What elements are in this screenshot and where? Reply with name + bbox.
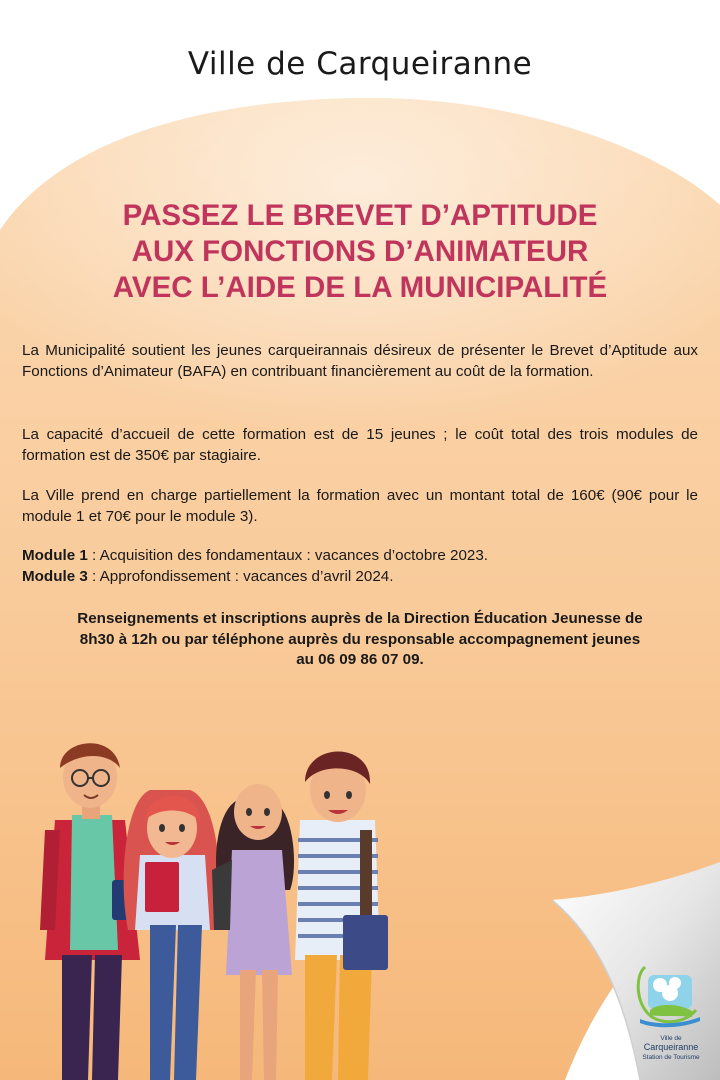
logo-text-2: Carqueiranne xyxy=(643,1042,699,1052)
headline-line-1: PASSEZ LE BREVET D’APTITUDE xyxy=(122,199,598,232)
paragraph-support: La Municipalité soutient les jeunes carqueirannais désireux de présenter le Brevet d’Aptitude aux Fonctions d’Animateur (BAFA) en contribuant financièrement au coût de la formation. xyxy=(22,342,698,380)
headline-line-2: AUX FONCTIONS D’ANIMATEUR xyxy=(131,235,589,268)
module-1: Module 1 : Acquisition des fondamentaux : vacances d’octobre 2023. xyxy=(22,547,489,564)
contact-info: Renseignements et inscriptions auprès de la Direction Éducation Jeunesse de 8h30 à 12h ou par téléphone auprès du responsable accompagnement jeunes au 06 09 86 07 09. xyxy=(77,610,643,668)
student-girl-red-hair xyxy=(124,790,220,1080)
paragraph-funding: La Ville prend en charge partiellement la formation avec un montant total de 160€ (90€ pour le module 1 et 70€ pour le module 3). xyxy=(22,487,698,525)
headline xyxy=(40,198,680,306)
logo-text-1: Ville de xyxy=(660,1035,682,1042)
paragraph-capacity: La capacité d’accueil de cette formation est de 15 jeunes ; le coût total des trois modules de formation est de 350€ par stagiaire. xyxy=(22,426,698,464)
headline-line-3: AVEC L’AIDE DE LA MUNICIPALITÉ xyxy=(112,271,608,304)
module-3: Module 3 : Approfondissement : vacances d’avril 2024. xyxy=(22,567,394,585)
student-girl-lilac-dress xyxy=(212,784,294,1080)
city-title: Ville de Carqueiranne xyxy=(187,46,533,82)
students-illustration xyxy=(0,720,560,1080)
student-boy-striped xyxy=(295,752,388,1080)
logo-text-3: Station de Tourisme xyxy=(642,1054,700,1061)
modules-list xyxy=(22,546,698,587)
